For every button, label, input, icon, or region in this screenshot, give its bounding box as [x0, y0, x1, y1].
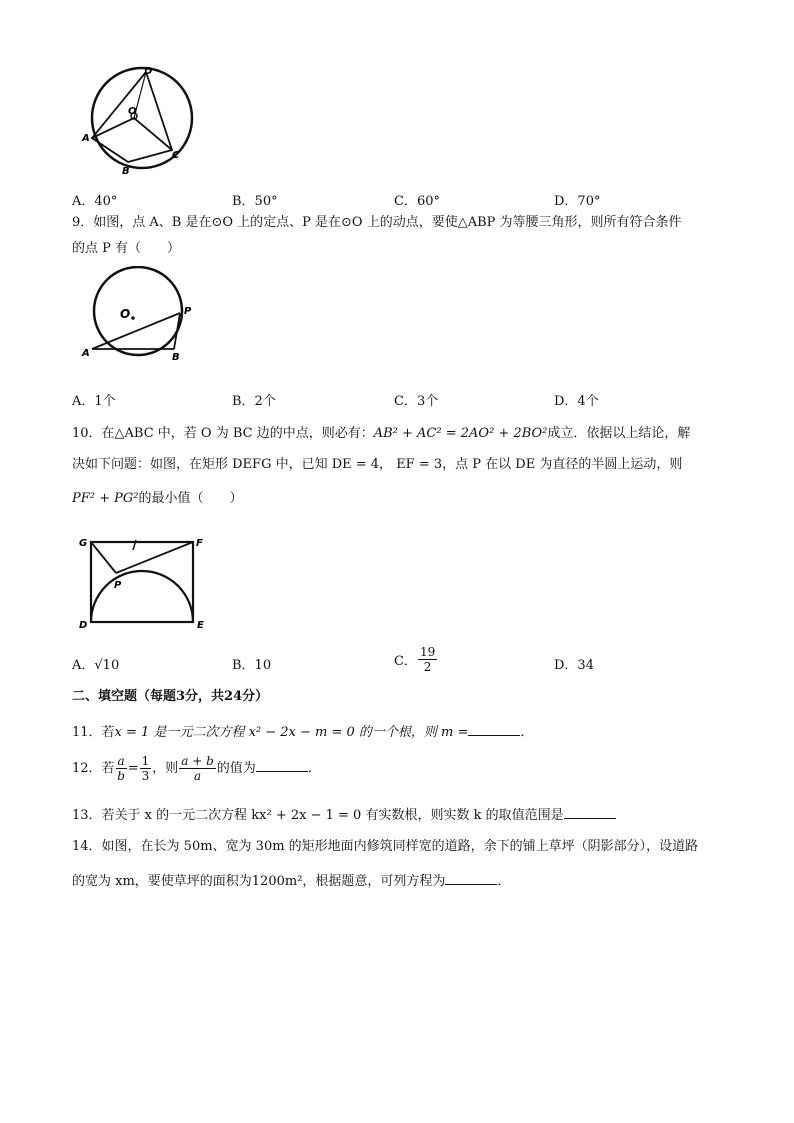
q11-prefix: 11．若: [72, 725, 115, 740]
q10-option-a: A．√10: [72, 658, 120, 673]
q10-label-f: F: [196, 538, 203, 549]
q8-option-b: B．50°: [232, 194, 278, 209]
q14-question-line1: 14．如图，在长为 50m、宽为 30m 的矩形地面内修筑同样宽的道路，余下的铺上草坪（阴影部分），设道路: [72, 839, 699, 854]
q14-answer-blank[interactable]: [445, 872, 497, 885]
q8-option-a: A．40°: [72, 194, 118, 209]
q8-label-o: O: [128, 106, 137, 117]
q8-label-d: D: [144, 66, 153, 77]
q12-equals: =: [127, 761, 139, 776]
q9-option-c: C．3个: [394, 394, 439, 409]
q14-end: ．: [497, 874, 511, 889]
q9-label-o: O: [120, 307, 131, 321]
q12-answer-blank[interactable]: [256, 759, 308, 772]
q12-f1-numerator: a: [117, 754, 125, 768]
q12-question: [72, 752, 321, 786]
q10-option-c-fraction: [418, 645, 437, 674]
q13-question: [72, 806, 616, 825]
q9-option-a: A．1个: [72, 394, 116, 409]
q8-label-b: B: [122, 166, 130, 177]
q12-f3-denominator: a: [193, 769, 202, 783]
q10-label-e: E: [197, 620, 204, 631]
q10-label-g: G: [79, 538, 88, 549]
q14-question-line2: [72, 872, 510, 891]
q9-question-line1: 9．如图，点 A、B 是在⊙O 上的定点、P 是在⊙O 上的动点，要使△ABP 为等腰三角形，则所有符合条件: [72, 215, 682, 230]
q9-question-line2: 的点 P 有（ ）: [72, 241, 181, 256]
q11-answer-blank[interactable]: [468, 723, 520, 736]
q10-line1-text-b: 成立．依据以上结论，解: [547, 426, 691, 441]
q11-question: [72, 723, 533, 742]
q12-end: ．: [307, 761, 321, 776]
q12-fraction-a-b: [116, 754, 127, 783]
q8-label-a: A: [82, 133, 90, 144]
q10-line3-formula: PF² + PG²: [72, 491, 139, 506]
q12-f1-denominator: b: [117, 769, 125, 783]
q8-label-c: C: [172, 150, 180, 161]
q10-label-d: D: [79, 620, 88, 631]
q14-line2-text: 的宽为 xm，要使草坪的面积为1200m²，根据题意，可列方程为: [72, 874, 446, 889]
q10-option-c: [394, 645, 438, 674]
q10-line3-text: 的最小值（ ）: [138, 491, 243, 506]
q10-option-d: D．34: [554, 658, 594, 673]
q10-rectangle-semicircle-figure: [76, 532, 216, 632]
q10-option-b: B．10: [232, 658, 272, 673]
q10-question-line1: [72, 425, 690, 443]
q9-option-b: B．2个: [232, 394, 276, 409]
q12-prefix: 12．若: [72, 761, 115, 776]
q10-option-c-label: C．: [394, 654, 417, 669]
q8-option-c: C．60°: [394, 194, 440, 209]
q9-label-b: B: [172, 352, 180, 363]
q12-mid: ，则: [152, 761, 179, 776]
q10-line1-text-a: 10．在△ABC 中，若 O 为 BC 边的中点，则必有：: [72, 426, 374, 441]
q13-text: 13．若关于 x 的一元二次方程 kx² + 2x − 1 = 0 有实数根，则实数 k 的取值范围是: [72, 808, 564, 823]
q12-f2-numerator: 1: [141, 754, 150, 768]
q10-option-c-denominator: 2: [423, 660, 432, 674]
q9-label-a: A: [82, 348, 90, 359]
q10-line1-formula: AB² + AC² = 2AO² + 2BO²: [373, 426, 548, 441]
q11-text: x = 1 是一元二次方程 x² − 2x − m = 0 的一个根，则 m =: [114, 725, 469, 740]
q10-question-line2: 决如下问题：如图，在矩形 DEFG 中，已知 DE = 4， EF = 3，点 P 在以 DE 为直径的半圆上运动，则: [72, 457, 683, 472]
section-title-fill-blank: 二、填空题（每题3分，共24分）: [72, 689, 269, 704]
q13-answer-blank[interactable]: [564, 806, 616, 819]
q12-fraction-apb-a: [179, 754, 216, 783]
q8-option-d: D．70°: [554, 194, 601, 209]
q9-circle-figure: [78, 266, 208, 366]
q12-f3-numerator: a + b: [181, 754, 214, 768]
q12-f2-denominator: 3: [141, 769, 150, 783]
q10-label-p: P: [114, 580, 122, 591]
q10-option-c-numerator: 19: [419, 645, 436, 659]
q8-circle-figure: [78, 64, 208, 179]
q12-suffix: 的值为: [216, 761, 256, 776]
q9-option-d: D．4个: [554, 394, 599, 409]
q10-question-line3: [72, 490, 243, 508]
q11-suffix: ．: [520, 725, 534, 740]
q12-fraction-1-3: [140, 754, 152, 783]
q9-label-p: P: [184, 306, 192, 317]
